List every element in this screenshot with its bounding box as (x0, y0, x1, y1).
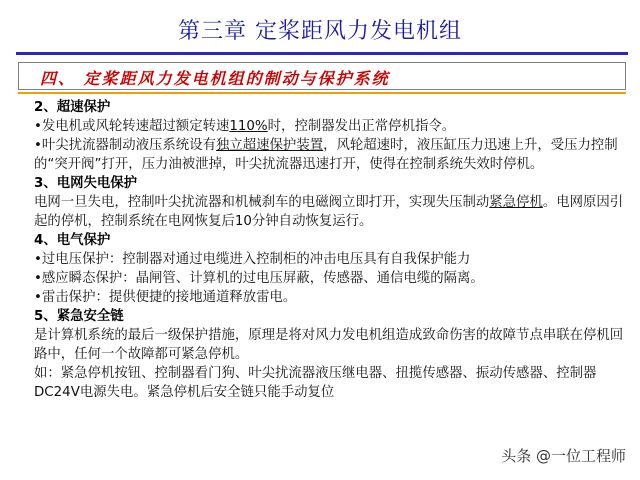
underlined-text: 110% (229, 119, 268, 134)
bullet-overspeed-1 (34, 117, 624, 136)
text: 电网一旦失电，控制叶尖扰流器和机械刹车的电磁阀立即打开，实现失压制动 (34, 195, 490, 210)
bullet-electrical-1: •过电压保护：控制器对通过电缆进入控制柜的冲击电压具有自我保护能力 (34, 252, 471, 267)
paragraph-grid-loss (34, 193, 624, 231)
watermark-text: 头条 @一位工程师 (501, 446, 626, 465)
section-divider (18, 92, 626, 94)
bullet-overspeed-2 (34, 136, 624, 174)
heading-grid-loss: 3、电网失电保护 (34, 176, 138, 191)
bullet-electrical-3: •雷击保护：提供便捷的接地通道释放雷电。 (34, 290, 297, 305)
text: 。电网原因引起的停机，控制系统在电网恢复后10分钟自动恢复运行。 (34, 195, 624, 229)
paragraph-safety-chain-2: 如：紧急停机按钮、控制器看门狗、叶尖扰流器液压继电器、扭揽传感器、振动传感器、控制器DC24V电源失电。紧急停机后安全链只能手动复位 (34, 366, 597, 400)
heading-electrical: 4、电气保护 (34, 233, 111, 248)
text: •叶尖扰流器制动液压系统设有 (34, 138, 216, 153)
text: ，风轮超速时，液压缸压力迅速上升，受压力控制的“突开阀”打开，压力油被泄掉，叶尖扰流器迅速打开，使得在控制系统失效时停机。 (34, 138, 618, 172)
content-body (34, 98, 624, 402)
text: 时，控制器发出正常停机指令。 (267, 119, 456, 134)
underlined-text: 独立超速保护装置 (215, 138, 324, 153)
heading-safety-chain: 5、紧急安全链 (34, 309, 124, 324)
title-divider (16, 52, 628, 55)
heading-overspeed: 2、超速保护 (34, 100, 111, 115)
bullet-electrical-2: •感应瞬态保护：晶闸管、计算机的过电压屏蔽，传感器、通信电缆的隔离。 (34, 271, 484, 286)
text: •发电机或风轮转速超过额定转速 (34, 119, 230, 134)
slide-title: 第三章 定桨距风力发电机组 (178, 19, 462, 44)
watermark (501, 440, 626, 470)
section-title: 四、 定桨距风力发电机组的制动与保护系统 (40, 69, 390, 88)
underlined-text: 紧急停机 (489, 195, 543, 210)
paragraph-safety-chain-1: 是计算机系统的最后一级保护措施，原理是将对风力发电机组造成致命伤害的故障节点串联在停机回路中，任何一个故障都可紧急停机。 (34, 328, 624, 362)
